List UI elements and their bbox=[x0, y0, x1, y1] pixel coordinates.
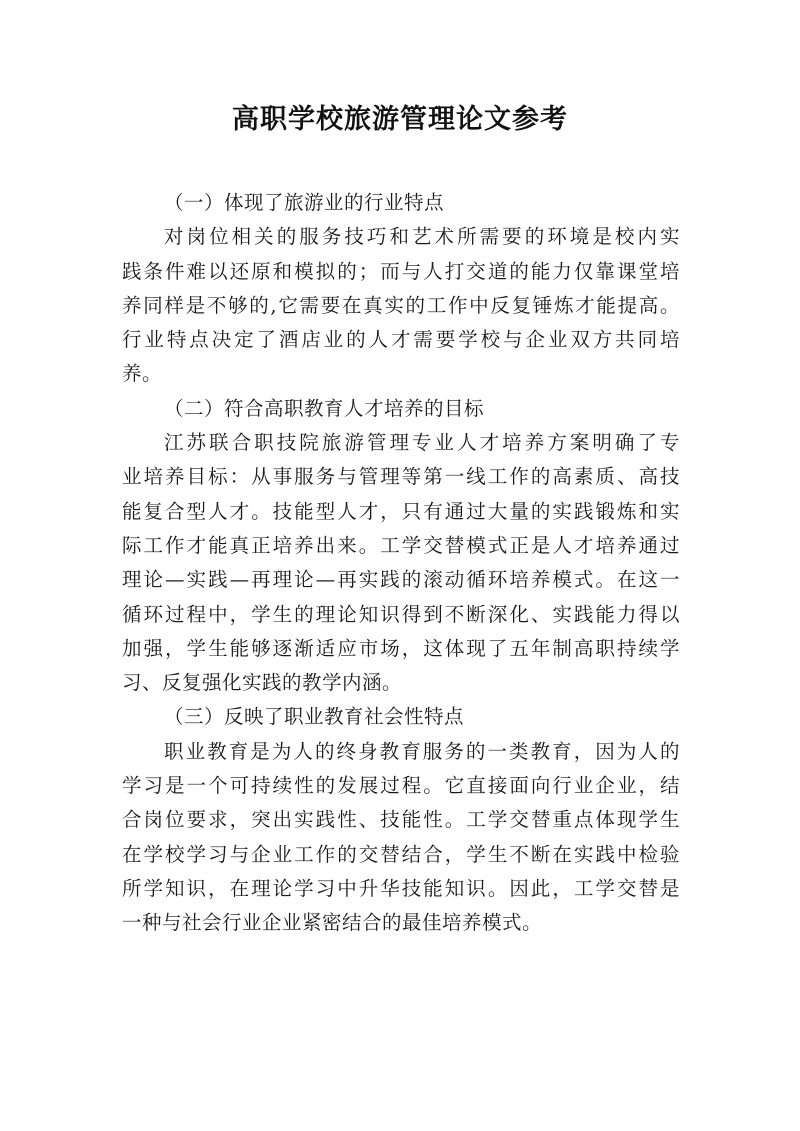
section-heading-1: （一）体现了旅游业的行业特点 bbox=[164, 191, 445, 214]
paragraph-line: 所学知识，在理论学习中升华技能知识。因此，工学交替是 bbox=[122, 876, 680, 900]
section-heading-2: （二）符合高职教育人才培养的目标 bbox=[164, 396, 485, 420]
paragraph-line: 学习是一个可持续性的发展过程。它直接面向行业企业，结 bbox=[122, 774, 680, 798]
paragraph-line: 加强，学生能够逐渐适应市场，这体现了五年制高职持续学 bbox=[122, 636, 680, 660]
paragraph-line: 养同样是不够的,它需要在真实的工作中反复锤炼才能提高。 bbox=[122, 293, 680, 317]
paragraph-line: 能复合型人才。技能型人才，只有通过大量的实践锻炼和实 bbox=[122, 499, 680, 523]
paragraph-line: 理论—实践—再理论—再实践的滚动循环培养模式。在这一 bbox=[122, 568, 680, 592]
paragraph-line: 际工作才能真正培养出来。工学交替模式正是人才培养通过 bbox=[122, 533, 680, 557]
paragraph-line: 践条件难以还原和模拟的；而与人打交道的能力仅靠课堂培 bbox=[122, 259, 680, 283]
section-heading-3: （三）反映了职业教育社会性特点 bbox=[164, 705, 465, 729]
paragraph-line: 习、反复强化实践的教学内涵。 bbox=[122, 671, 403, 695]
paragraph-line: 业培养目标：从事服务与管理等第一线工作的高素质、高技 bbox=[122, 465, 680, 489]
paragraph-line: 循环过程中，学生的理论知识得到不断深化、实践能力得以 bbox=[122, 602, 680, 626]
paragraph-line: 江苏联合职技院旅游管理专业人才培养方案明确了专 bbox=[164, 431, 680, 455]
paragraph-line: 对岗位相关的服务技巧和艺术所需要的环境是校内实 bbox=[164, 225, 680, 249]
paragraph-line: 养。 bbox=[122, 362, 163, 386]
paragraph-line: 一种与社会行业企业紧密结合的最佳培养模式。 bbox=[122, 911, 543, 935]
paragraph-line: 在学校学习与企业工作的交替结合，学生不断在实践中检验 bbox=[122, 842, 680, 866]
paragraph-line: 职业教育是为人的终身教育服务的一类教育，因为人的 bbox=[164, 739, 680, 763]
page-title: 高职学校旅游管理论文参考 bbox=[232, 104, 568, 135]
paragraph-line: 合岗位要求，突出实践性、技能性。工学交替重点体现学生 bbox=[122, 808, 680, 832]
document-body bbox=[122, 186, 680, 941]
paragraph-line: 行业特点决定了酒店业的人才需要学校与企业双方共同培 bbox=[122, 328, 680, 352]
